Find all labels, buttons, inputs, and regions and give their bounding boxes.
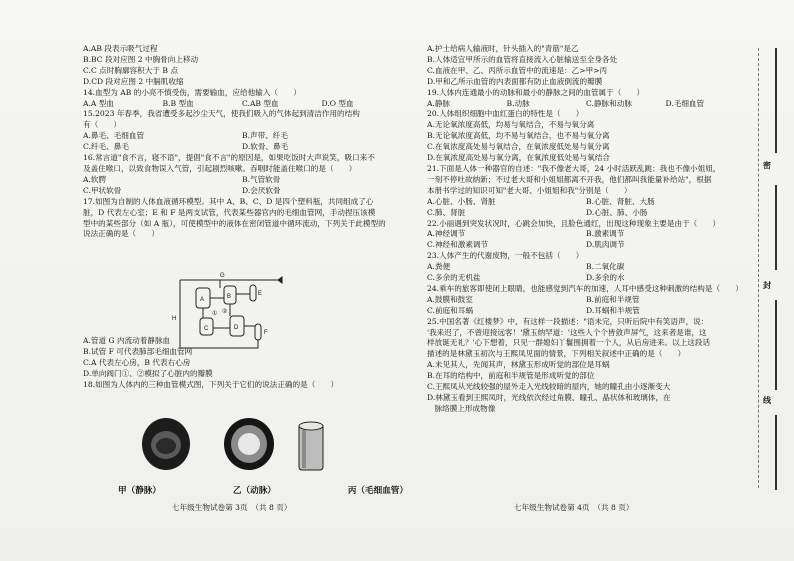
option: B.试管 F 可代表肺部毛细血管网 [83,347,193,357]
artery-label: 乙（动脉） [232,486,276,496]
option-line: D.CD 段对应图 2 中膈肌收缩 [83,76,184,86]
question-23-options [427,262,745,273]
option: A.管道 G 内流动着静脉血 [83,336,171,346]
option: D.多余的水 [586,273,625,283]
question-25-cont: 样放诞无礼？'心下想着，只见一群媳妇丫鬟围拥着一个人，从后房进来。以上这段话 [427,338,711,348]
label-valve-1: ① [212,311,218,317]
question-17: 17.如图为自制的人体血液循环模型。其中 A、B、C、D 是四个塑料瓶，共同组成了心 [83,196,374,206]
option: A.鼻毛、毛细血管 [83,131,145,141]
vessel-labels [118,484,408,496]
question-24-options [427,295,745,306]
option: D.林黛玉看到王熙凤时，光线依次经过角膜、瞳孔、晶状体和玻璃体，在 [427,393,671,402]
question-16-options [83,186,401,197]
option: C.前庭和耳蜗 [427,305,473,315]
question-17-cont: 脏，D 代表左心室；E 和 F 是两支试管，代表某些器官内的毛细血管网，手动捏压该模 [83,207,376,217]
question-15-cont: 有（ ） [83,120,121,130]
option: A.心脏、小肠、肾脏 [427,196,496,206]
option: A.神经调节 [427,229,466,239]
option: A.A 型血 [83,98,114,108]
question-22-options [427,229,745,240]
circulation-model-figure [160,270,290,362]
question-22-options [427,240,745,251]
question-21: 21.下面是人体一种器官的自述："我不像老大哥，24 小时活跃乱跳；我也不像小姐姐， [427,163,721,173]
option: D.在氧浓度高处易与氧分离，在氧浓度低处易与氧结合 [427,153,610,163]
option: D.毛细血管 [665,98,705,108]
binding-bar [775,185,777,270]
option: B.B 型血 [162,98,194,108]
option: A.无论氧浓度高低，均易与氧结合，不易与氧分离 [427,120,595,130]
tube-g-tip [278,277,282,283]
capillary-image [296,420,326,472]
option: D.肌肉调节 [586,240,625,250]
vein-label: 甲（静脉） [118,486,161,496]
option: B.心脏、肾脏、大肠 [586,196,655,206]
option: C.多余的无机盐 [427,273,481,283]
option: B.激素调节 [586,229,625,239]
question-19-options [427,99,745,110]
question-23-options [427,273,745,284]
question-25-cont: 描述的是林黛玉初次与王熙凤见面的情景，下列相关叙述中正确的是（ ） [427,349,686,359]
option: C.静脉和动脉 [586,98,632,108]
option: D.单向阀门①、②模拟了心脏内的瓣膜 [83,369,213,379]
question-17-cont: 说法正确的是（ ） [83,229,159,239]
option-line: B.人体适宜甲所示的血管将直接流入心脏输送至全身各处 [427,54,618,64]
question-15-options [83,142,401,153]
option-line: A.AB 段表示吸气过程 [83,44,158,53]
option: D.软骨、鼻毛 [242,142,289,152]
label-g: G [220,273,225,279]
option-line: A.护士给病人输液时，针头插入的"青筋"是乙 [427,44,579,53]
option: C.神经和激素调节 [427,240,489,250]
binding-mark: 封 [763,280,771,290]
option: C.在氧浓度高处易与氧结合，在氧浓度低处易与氧分离 [427,142,610,152]
question-15: 15.2023 年春季，我省遭受多起沙尘天气，使我们吸入的气体起到清洁作用的结构 [83,109,360,119]
question-22: 22.小丽遇到突发状况时，心跳会加快，且脸色通红，出现这种现象主要是由于（ ） [427,218,721,228]
label-a: A [200,297,205,303]
option: B.前庭和半规管 [586,294,640,304]
question-14-options [83,99,401,110]
option: D.O 型血 [321,98,354,108]
option: B.动脉 [506,98,530,108]
option: A.软腭 [83,174,107,184]
question-14: 14.血型为 AB 的小亮不慎受伤，需要输血，应给他输入（ ） [83,87,301,97]
question-15-options [83,131,401,142]
option: C.肺、肾脏 [427,207,466,217]
option: D.耳蜗和半规管 [586,305,640,315]
question-25: 25.中国名著《红楼梦》中，有这样一段描述："语未完，只听后院中有笑语声，说： [427,316,709,326]
label-d: D [234,325,239,331]
option: B.在耳的结构中，前庭和半规管是形成听觉的部位 [427,371,595,381]
question-16-cont: 及盖住喉口，以致食物误入气管，引起剧烈咳嗽。吞咽时能盖住喉口的是（ ） [83,163,357,173]
option: B.二氧化碳 [586,262,625,272]
binding-bar [775,415,777,490]
test-tube-f [255,324,261,340]
question-19: 19.人体内连通最小的动脉和最小的静脉之间的血管属于（ ） [427,87,645,97]
question-20: 20.人体组织细胞中血红蛋白的特性是（ ） [427,109,584,119]
question-24: 24.乘车的旅客即使闭上眼睛，也能感觉到汽车的加速，人耳中感受这种刺激的结构是（ ） [427,283,743,293]
question-21-options [427,197,745,208]
binding-mark: 线 [763,395,771,405]
question-16-options [83,175,401,186]
vein-image [140,415,192,473]
option: D.会厌软骨 [242,185,281,195]
option-line: C.C 点时胸廓容积大于 B 点 [83,65,178,75]
option-line: B.BC 段对应图 2 中胸骨向上移动 [83,54,199,64]
option: D.心脏、肺、小肠 [586,207,648,217]
question-23: 23.人体产生的代谢废物，一般不包括（ ） [427,251,584,261]
option: C.纤毛、鼻毛 [83,142,129,152]
question-21-options [427,208,745,219]
option: C.A 代表左心房，B 代表右心房 [83,358,191,368]
binding-margin [758,48,789,488]
question-16: 16.常言道"食不言，寝不语"，提倡"食不言"的原因是，如果吃饭时大声说笑，吸口来不 [83,153,375,163]
page-footer-left: 七年级生物试卷第 3页 （共 8 页） [172,503,292,512]
page-footer-right: 七年级生物试卷第 4页 （共 8 页） [514,503,634,512]
option-line: D.甲和乙所示血管的内表面都有防止血液倒流的瓣膜 [427,76,603,86]
capillary-label: 丙（毛细血管） [347,486,408,496]
artery-image [222,415,276,473]
option: A.粪便 [427,262,451,272]
question-17-cont: 型中的某些部分（如 A 瓶），可使模型中的液体在密闭管道中循环流动，下列关于此模型的 [83,218,386,228]
label-valve-2: ② [222,309,228,315]
binding-bar [775,48,777,153]
label-c: C [204,326,209,332]
option: A.静脉 [427,98,451,108]
option-cont: 脉络膜上形成物像 [427,403,496,413]
question-18: 18.如图为人体内的三种血管模式图，下列关于它们的说法正确的是（ ） [83,379,339,389]
label-f: F [264,330,268,336]
option-line: C.血液在甲、乙、丙所示血管中的流速是：乙>甲>丙 [427,65,608,75]
question-21-cont: 一刻不停吐故纳新；不过老大哥和小姐姐都离不开我，他们都叫我能量补给站"，根据 [427,174,712,184]
option: B.无论氧浓度高低，均不易与氧结合，也不易与氧分离 [427,131,610,141]
option: A.未见其人，先闻其声，林黛玉形成听觉的部位是耳蜗 [427,360,610,370]
option: C.AB 型血 [242,98,279,108]
question-25-cont: '我来迟了，不曾迎接远客！'黛玉纳罕道：'这些人个个皆敛声屏气，这来者是谁，这 [427,327,707,337]
label-b: B [227,294,232,300]
label-e: E [258,291,263,297]
option: C.甲状软骨 [83,185,122,195]
binding-mark: 密 [763,160,771,170]
question-24-options [427,306,745,317]
question-21-cont: 本册书学过的知识可知"老大哥、小姐姐和我"分别是（ ） [427,185,632,195]
option: A.鼓膜和鼓室 [427,294,473,304]
option: B.声带、纤毛 [242,131,288,141]
test-tube-e [250,285,256,301]
right-page-column [427,44,745,415]
label-h: H [172,316,177,322]
option: C.王熙凤从光线较强的屋外走入光线较暗的屋内，她的瞳孔由小逐渐变大 [427,382,671,392]
binding-bar [775,300,777,390]
option: B.气管软骨 [242,174,281,184]
